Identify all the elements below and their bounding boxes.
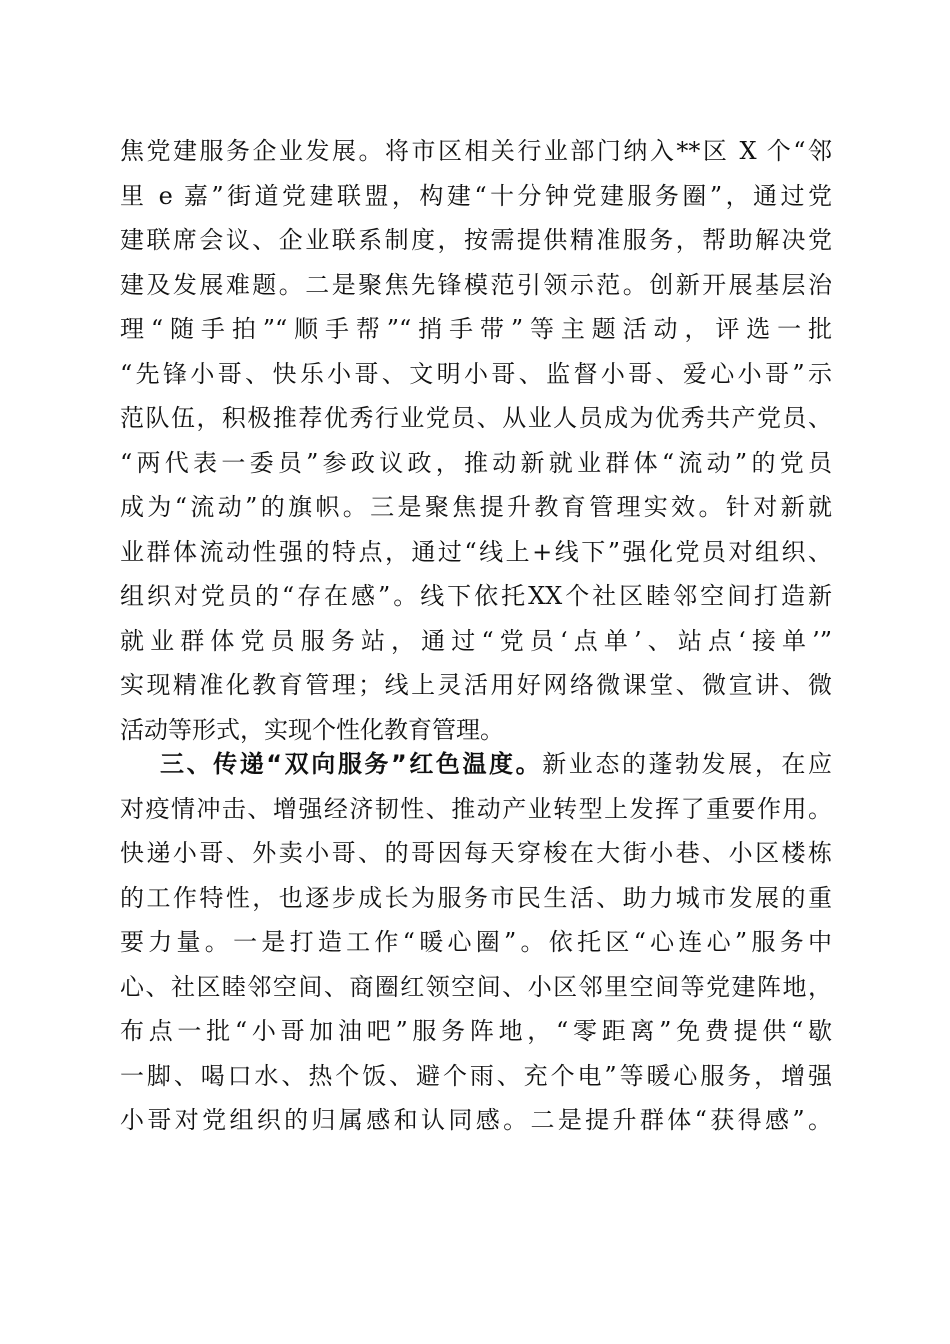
text-line: 要力量。一是打造工作“暖心圈”。依托区“心连心”服务中: [120, 928, 832, 956]
text-line: 对疫情冲击、增强经济韧性、推动产业转型上发挥了重要作用。: [120, 794, 832, 823]
text-line: “先锋小哥、快乐小哥、文明小哥、监督小哥、爱心小哥”示: [120, 359, 832, 388]
text-line: “两代表一委员”参政议政，推动新就业群体“流动”的党员: [120, 448, 832, 477]
text-line: 理“随手拍”“顺手帮”“捎手带”等主题活动，评选一批: [120, 315, 832, 343]
text-line: 成为“流动”的旗帜。三是聚焦提升教育管理实效。针对新就: [120, 493, 832, 521]
text-line: 业群体流动性强的特点，通过“线上+线下”强化党员对组织、: [120, 537, 832, 566]
text-line: 快递小哥、外卖小哥、的哥因每天穿梭在大街小巷、小区楼栋: [120, 839, 832, 867]
text-line: 布点一批“小哥加油吧”服务阵地，“零距离”免费提供“歇: [120, 1017, 832, 1045]
section-heading-line: [120, 742, 832, 787]
text-line: 组织对党员的“存在感”。线下依托XX个社区睦邻空间打造新: [120, 582, 832, 610]
text-line: 的工作特性，也逐步成长为服务市民生活、助力城市发展的重: [120, 883, 832, 912]
text-line: 范队伍，积极推荐优秀行业党员、从业人员成为优秀共产党员、: [120, 404, 832, 432]
text-line: 活动等形式，实现个性化教育管理。: [120, 715, 504, 744]
text-line: 心、社区睦邻空间、商圈红领空间、小区邻里空间等党建阵地，: [120, 972, 832, 1001]
text-line: 一脚、喝口水、热个饭、避个雨、充个电”等暖心服务，增强: [120, 1061, 832, 1090]
text-line: 里 e 嘉”街道党建联盟，构建“十分钟党建服务圈”，通过党: [120, 181, 832, 210]
text-line: 建联席会议、企业联系制度，按需提供精准服务，帮助解决党: [120, 226, 832, 254]
text-line: 焦党建服务企业发展。将市区相关行业部门纳入**区 X 个“邻: [120, 137, 832, 165]
text-line: 实现精准化教育管理；线上灵活用好网络微课堂、微宣讲、微: [120, 671, 832, 699]
heading-line-text: 新业态的蓬勃发展，在应: [542, 750, 832, 778]
section-heading: 三、传递“双向服务”红色温度。: [160, 750, 543, 778]
text-line: 建及发展难题。二是聚焦先锋模范引领示范。创新开展基层治: [120, 270, 832, 299]
text-line: 就业群体党员服务站，通过“党员‘点单’、站点‘接单’”: [120, 626, 832, 655]
paragraph-2: [120, 742, 832, 1143]
text-line: 小哥对党组织的归属感和认同感。二是提升群体“获得感”。: [120, 1106, 832, 1134]
paragraph-1: [120, 129, 832, 752]
